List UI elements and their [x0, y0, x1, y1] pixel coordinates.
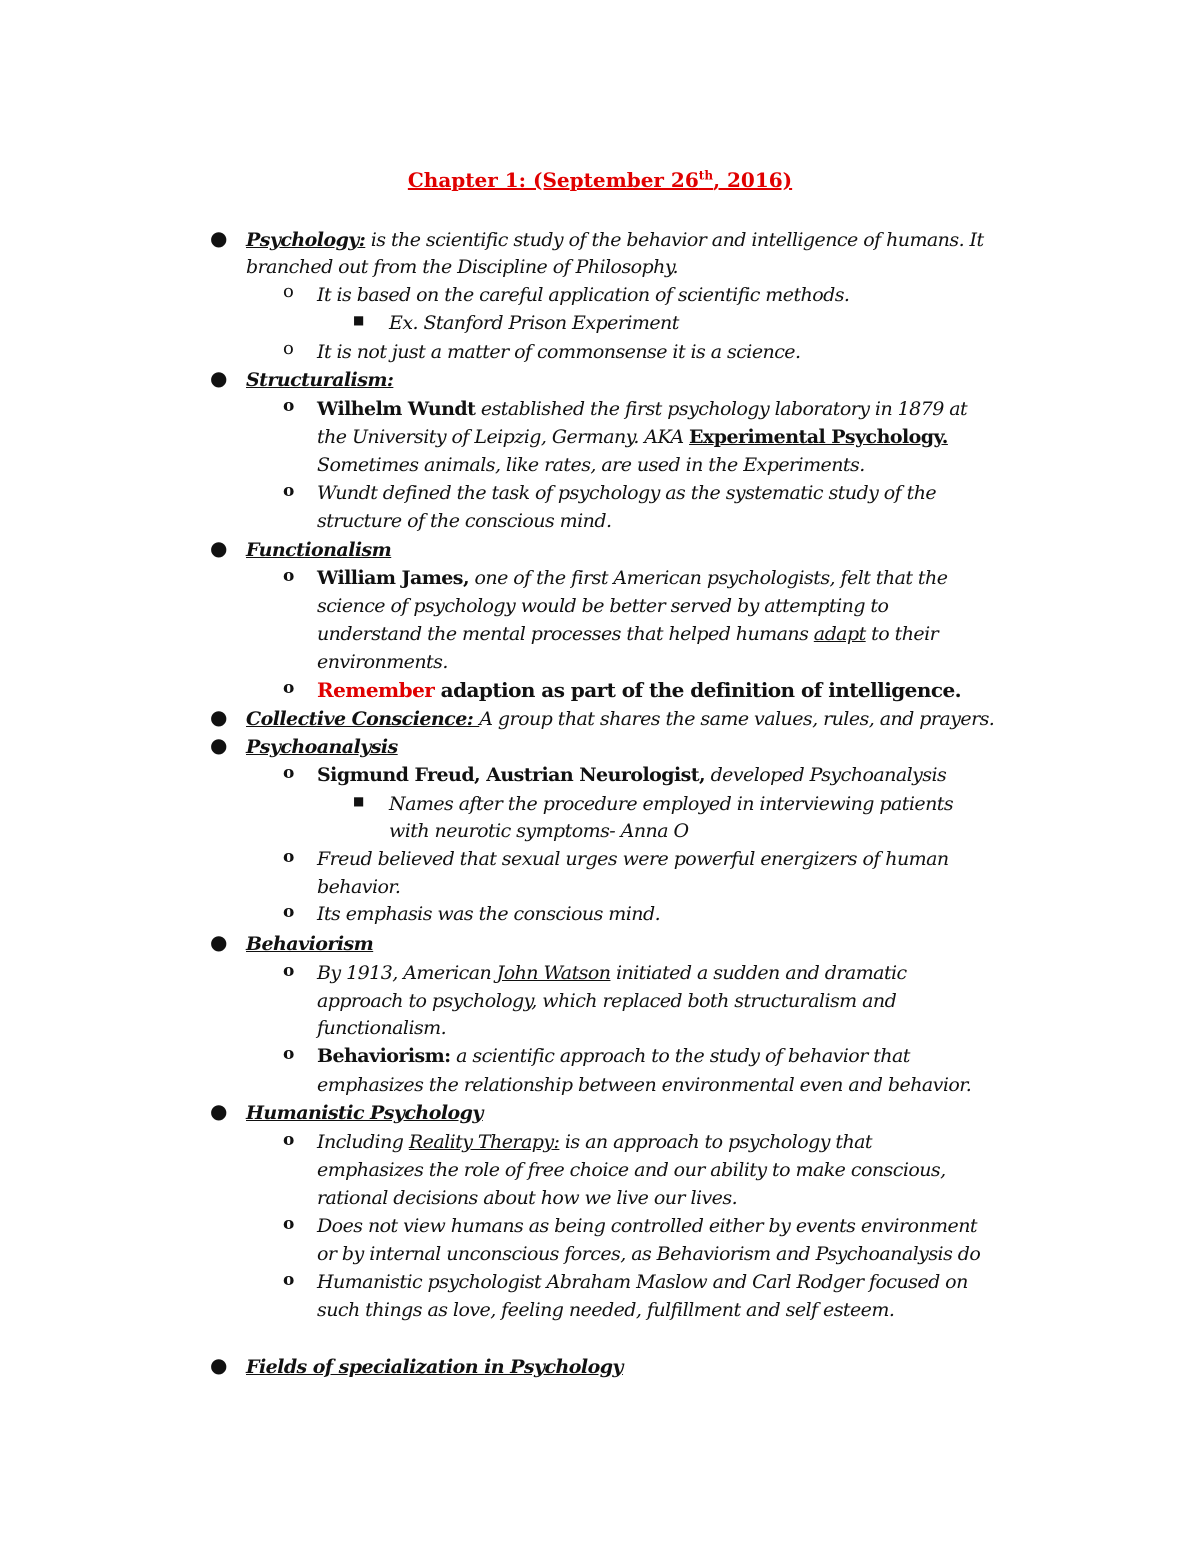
list-item-text: structure of the conscious mind. — [317, 510, 612, 532]
circle-bullet-icon: o — [283, 902, 295, 922]
list-item-text: Sometimes animals, like rates, are used in the Experiments. — [317, 454, 865, 476]
list-item-psychoanalysis: Psychoanalysis — [246, 736, 398, 758]
circle-bullet-icon: o — [283, 1270, 295, 1290]
list-item-text: Ex. Stanford Prison Experiment — [389, 312, 679, 334]
list-item-text: Freud believed that sexual urges were powerful energizers of human — [317, 848, 949, 870]
list-item-text: It is based on the careful application of scientific methods. — [317, 284, 850, 306]
list-item-text: It is not just a matter of commonsense it is a science. — [317, 341, 801, 363]
bullet-icon: ● — [210, 226, 228, 250]
circle-bullet-icon: o — [283, 678, 295, 698]
list-item-text: Wundt defined the task of psychology as the systematic study of the — [317, 482, 937, 504]
list-item-text: William James, one of the first American psychologists, felt that the — [317, 567, 948, 589]
list-item-text: emphasizes the role of free choice and our ability to make conscious, — [317, 1159, 946, 1181]
bullet-icon: ● — [210, 1099, 228, 1123]
list-item-remember: Remember adaption as part of the definition of intelligence. — [317, 678, 962, 702]
chapter-title: Chapter 1: (September 26th, 2016) — [407, 168, 793, 192]
circle-bullet-icon: o — [283, 566, 295, 586]
bullet-icon: ● — [210, 536, 228, 560]
list-item-text: Names after the procedure employed in interviewing patients — [389, 793, 954, 815]
list-item-text: behavior. — [317, 876, 401, 898]
list-item-text: environments. — [317, 651, 448, 673]
list-item-text: emphasizes the relationship between environmental even and behavior. — [317, 1074, 972, 1096]
list-item-text: rational decisions about how we live our lives. — [317, 1187, 738, 1209]
list-item-text: branched out from the Discipline of Philosophy. — [246, 256, 678, 278]
list-item-text: approach to psychology, which replaced both structuralism and — [317, 990, 897, 1012]
bullet-icon: ● — [210, 705, 228, 729]
list-item-psychology: Psychology: is the scientific study of the behavior and intelligence of humans. It — [246, 229, 984, 251]
circle-bullet-icon: o — [283, 338, 294, 359]
list-item-fields-of-specialization: Fields of specialization in Psychology — [246, 1356, 623, 1378]
list-item-text: understand the mental processes that helped humans adapt to their — [317, 623, 939, 645]
list-item-text: or by internal unconscious forces, as Behaviorism and Psychoanalysis do — [317, 1243, 981, 1265]
circle-bullet-icon: o — [283, 396, 295, 416]
list-item-text: Its emphasis was the conscious mind. — [317, 903, 661, 925]
bullet-icon: ● — [210, 733, 228, 757]
list-item-text: such things as love, feeling needed, fulfillment and self esteem. — [317, 1299, 895, 1321]
circle-bullet-icon: o — [283, 281, 294, 302]
list-item-text: Behaviorism: a scientific approach to the study of behavior that — [317, 1045, 910, 1067]
bullet-icon: ● — [210, 1353, 228, 1377]
list-item-humanistic-psychology: Humanistic Psychology — [246, 1102, 483, 1124]
circle-bullet-icon: o — [283, 847, 295, 867]
square-bullet-icon: ■ — [353, 313, 365, 327]
list-item-collective-conscience: Collective Conscience: A group that shares the same values, rules, and prayers. — [246, 708, 995, 730]
list-item-text: Humanistic psychologist Abraham Maslow and Carl Rodger focused on — [317, 1271, 968, 1293]
list-item-text: Including Reality Therapy: is an approach to psychology that — [317, 1131, 873, 1153]
list-item-behaviorism: Behaviorism — [246, 933, 374, 955]
list-item-text: the University of Leipzig, Germany. AKA Experimental Psychology. — [317, 426, 948, 448]
circle-bullet-icon: o — [283, 481, 295, 501]
circle-bullet-icon: o — [283, 1130, 295, 1150]
square-bullet-icon: ■ — [353, 794, 365, 808]
list-item-text: science of psychology would be better served by attempting to — [317, 595, 889, 617]
circle-bullet-icon: o — [283, 763, 295, 783]
bullet-icon: ● — [210, 366, 228, 390]
bullet-icon: ● — [210, 930, 228, 954]
list-item-text: Does not view humans as being controlled either by events environment — [317, 1215, 977, 1237]
list-item-text: functionalism. — [317, 1017, 447, 1039]
list-item-structuralism: Structuralism: — [246, 369, 394, 391]
list-item-text: Wilhelm Wundt established the first psychology laboratory in 1879 at — [317, 398, 968, 420]
circle-bullet-icon: o — [283, 961, 295, 981]
circle-bullet-icon: o — [283, 1214, 295, 1234]
list-item-text: Sigmund Freud, Austrian Neurologist, developed Psychoanalysis — [317, 764, 947, 786]
list-item-text: By 1913, American John Watson initiated a sudden and dramatic — [317, 962, 907, 984]
list-item-text: with neurotic symptoms- Anna O — [389, 820, 689, 842]
circle-bullet-icon: o — [283, 1044, 295, 1064]
list-item-functionalism: Functionalism — [246, 539, 392, 561]
